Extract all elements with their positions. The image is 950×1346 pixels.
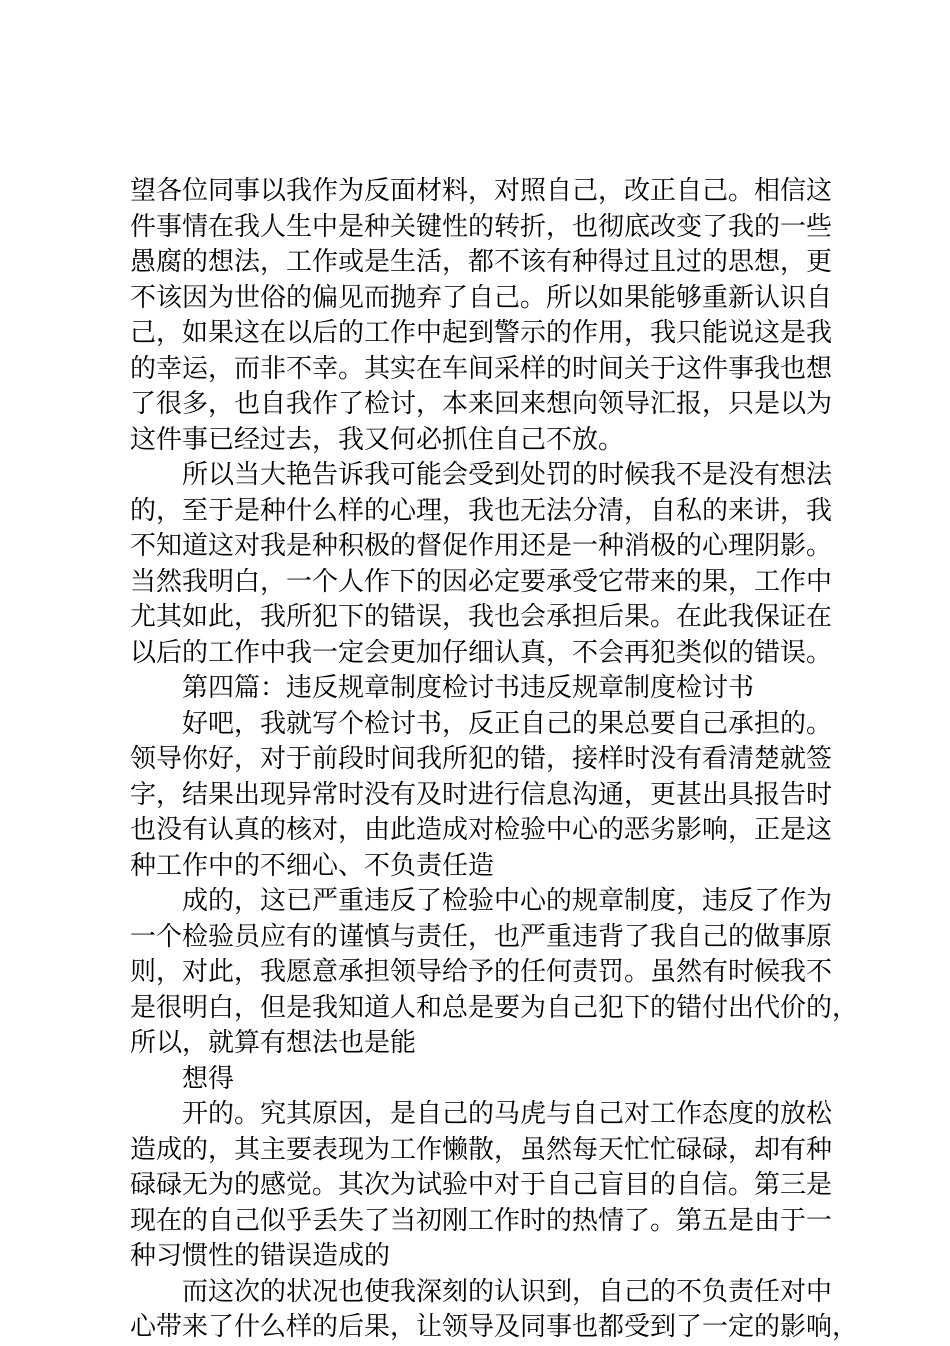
- text-line: 种工作中的不细心、不负责任造: [130, 850, 495, 881]
- text-line: 己，如果这在以后的工作中起到警示的作用，我只能说这是我: [130, 318, 833, 348]
- text-line: 的幸运，而非不幸。其实在车间采样的时间关于这件事我也想: [130, 353, 833, 384]
- text-line: 这件事已经过去，我又何必抓住自己不放。: [130, 424, 625, 455]
- text-line: 望各位同事以我作为反面材料，对照自己，改正自己。相信这: [130, 176, 833, 206]
- text-line: 一个检验员应有的谨慎与责任，也严重违背了我自己的做事原: [130, 921, 833, 952]
- text-line: 字，结果出现异常时没有及时进行信息沟通，更甚出具报告时: [130, 779, 833, 810]
- text-line: 碌碌无为的感觉。其次为试验中对于自己盲目的自信。第三是: [130, 1170, 833, 1200]
- text-line: 是很明白，但是我知道人和总是要为自己犯下的错付出代价的，: [130, 992, 859, 1023]
- text-line: 不该因为世俗的偏见而抛弃了自己。所以如果能够重新认识自: [130, 282, 833, 313]
- text-line: 种习惯性的错误造成的: [130, 1241, 391, 1271]
- text-line: 以后的工作中我一定会更加仔细认真，不会再犯类似的错误。: [130, 637, 833, 668]
- text-line: 也没有认真的核对，由此造成对检验中心的恶劣影响，正是这: [130, 815, 833, 845]
- text-line: 好吧，我就写个检讨书，反正自己的果总要自己承担的。: [182, 708, 833, 739]
- text-line: 所以当大艳告诉我可能会受到处罚的时候我不是没有想法: [182, 460, 833, 490]
- text-line: 愚腐的想法，工作或是生活，都不该有种得过且过的思想，更: [130, 247, 833, 277]
- text-line: 而这次的状况也使我深刻的认识到，自己的不负责任对中: [182, 1276, 833, 1307]
- text-line: 心带来了什么样的后果，让领导及同事也都受到了一定的影响，: [130, 1312, 859, 1342]
- text-line: 不知道这对我是种积极的督促作用还是一种消极的心理阴影。: [130, 531, 833, 561]
- text-line: 造成的，其主要表现为工作懒散，虽然每天忙忙碌碌，却有种: [130, 1134, 833, 1165]
- text-line: 当然我明白，一个人作下的因必定要承受它带来的果，工作中: [130, 566, 833, 597]
- text-line: 开的。究其原因，是自己的马虎与自己对工作态度的放松: [182, 1099, 833, 1129]
- text-line: 第四篇：违反规章制度检讨书违反规章制度检讨书: [182, 673, 755, 703]
- text-line: 想得: [182, 1063, 235, 1094]
- text-line: 则，对此，我愿意承担领导给予的任何责罚。虽然有时候我不: [130, 957, 833, 987]
- text-line: 所以，就算有想法也是能: [130, 1028, 417, 1058]
- document-body: [130, 174, 859, 1346]
- text-line: 件事情在我人生中是种关键性的转折，也彻底改变了我的一些: [130, 211, 833, 242]
- text-line: 尤其如此，我所犯下的错误，我也会承担后果。在此我保证在: [130, 602, 833, 632]
- text-line: 现在的自己似乎丢失了当初刚工作时的热情了。第五是由于一: [130, 1205, 833, 1236]
- text-line: 了很多，也自我作了检讨，本来回来想向领导汇报，只是以为: [130, 389, 833, 419]
- text-line: 的，至于是种什么样的心理，我也无法分清，自私的来讲，我: [130, 495, 833, 526]
- text-line: 领导你好，对于前段时间我所犯的错，接样时没有看清楚就签: [130, 744, 833, 774]
- text-line: 成的，这已严重违反了检验中心的规章制度，违反了作为: [182, 886, 833, 916]
